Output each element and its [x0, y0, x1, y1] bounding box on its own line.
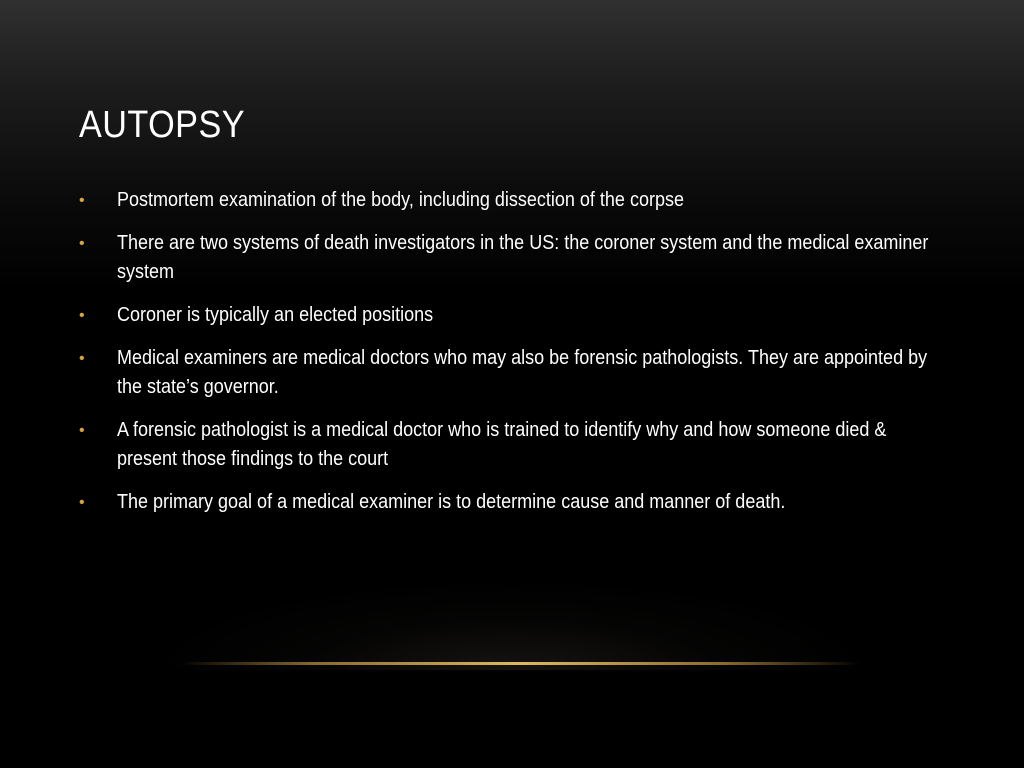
bullet-text: The primary goal of a medical examiner is to determine cause and manner of death. [117, 491, 786, 513]
bullet-dot-icon: • [79, 422, 85, 439]
slide-title: AUTOPSY [79, 104, 245, 146]
bullet-text: Medical examiners are medical doctors who may also be forensic pathologists. They are appointed by the state’s governor. [117, 347, 928, 398]
bullet-item [79, 416, 949, 474]
bullet-item [79, 488, 949, 517]
bullet-text: Postmortem examination of the body, including dissection of the corpse [117, 189, 684, 211]
bullet-item [79, 186, 949, 215]
bullet-text: There are two systems of death investigators in the US: the coroner system and the medical examiner system [117, 232, 929, 283]
bullet-dot-icon: • [79, 307, 85, 324]
bullet-dot-icon: • [79, 192, 85, 209]
bullet-item [79, 301, 949, 330]
bullet-text: Coroner is typically an elected positions [117, 304, 434, 326]
bullet-text: A forensic pathologist is a medical doctor who is trained to identify why and how someone died & present those findings to the court [117, 419, 887, 470]
bullet-dot-icon: • [79, 494, 85, 511]
bullet-item [79, 344, 949, 402]
decorative-glow [150, 580, 874, 670]
bullet-list [79, 186, 949, 531]
bullet-dot-icon: • [79, 235, 85, 252]
bullet-dot-icon: • [79, 350, 85, 367]
bullet-item [79, 229, 949, 287]
decorative-gold-line [180, 662, 860, 665]
